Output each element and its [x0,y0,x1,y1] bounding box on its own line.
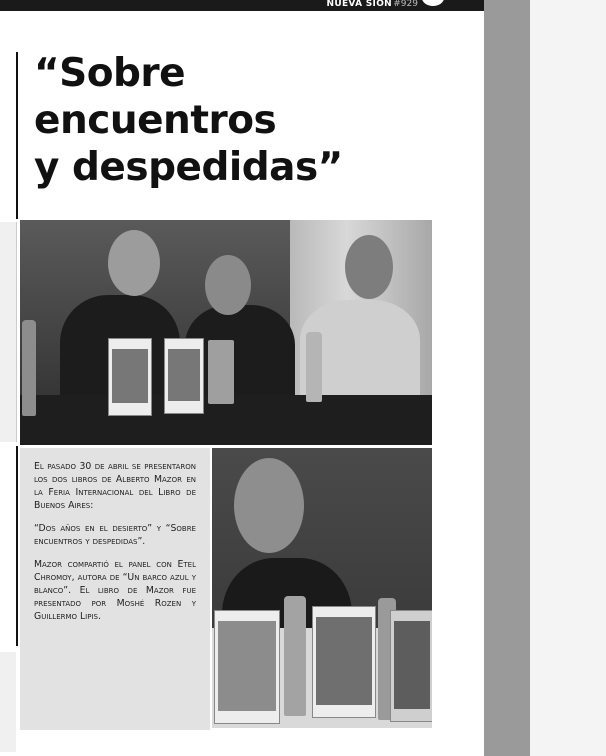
water-bottle [306,332,322,402]
issue-number: #929 [393,0,418,9]
caption-paragraph: El pasado 30 de abril se presentaron los dos libros de Alberto Mazor en la Feria Internacional del Libro de Buenos Aires: [34,461,196,511]
author-head [234,458,304,553]
caption-paragraph: Mazor compartió el panel con Etel Chromoy, autora de “Un barco azul y blanco”. El libro de Mazor fue presentado por Moshé Rozen y Guillermo Lipis. [34,559,196,622]
speaker-head [205,255,251,315]
page-edge [530,0,606,756]
photo-caption-box [20,448,210,730]
magazine-name: NUEVA SIÓN [326,0,392,9]
title-line: encuentros [34,98,277,143]
book-cover [214,610,280,724]
caption-paragraph: “Dos años en el desierto” y “Sobre encuentros y despedidas”. [34,523,196,547]
caption-text [34,460,196,633]
glass [208,340,234,404]
author-photo [212,448,432,728]
book-cover [164,338,204,414]
adjacent-column-fragment [0,222,17,442]
header-bar [0,0,484,11]
book-cover [390,610,432,722]
page-gutter [484,0,530,756]
book-cover [312,606,376,718]
article-title [34,50,454,191]
speaker-head [108,230,160,296]
column-rule [16,52,18,219]
water-bottle [22,320,36,416]
column-rule [16,446,18,646]
title-line: “Sobre [34,51,186,96]
adjacent-column-fragment [0,652,16,752]
speaker-head [345,235,393,299]
book-cover [108,338,152,416]
title-line: y despedidas” [34,145,343,190]
panel-photo [20,220,432,445]
water-bottle [284,596,306,716]
page-number-badge [422,0,444,6]
